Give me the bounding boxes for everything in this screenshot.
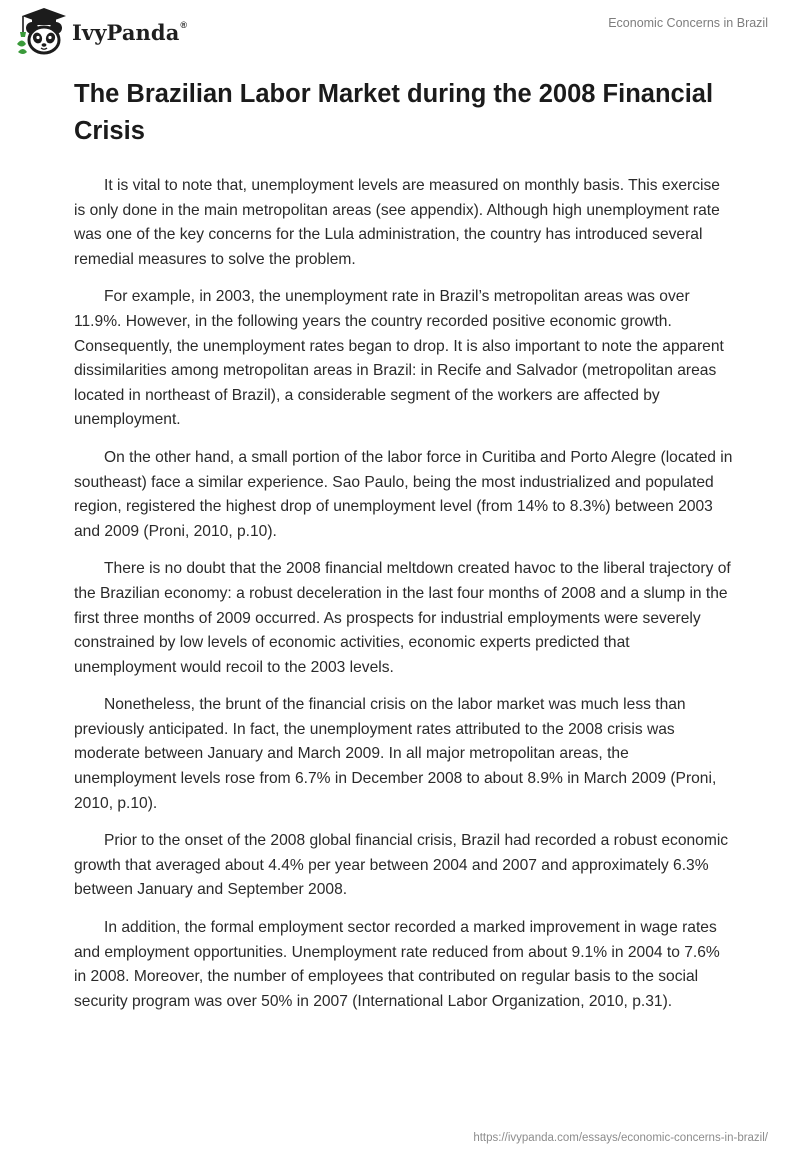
trademark-mark: ® bbox=[180, 19, 188, 30]
brand-name-text: IvyPanda bbox=[72, 19, 180, 45]
brand-name bbox=[72, 20, 187, 45]
paragraph: Nonetheless, the brunt of the financial crisis on the labor market was much less than previously anticipated. In fact, the unemployment rates attributed to the 2008 crisis was moderate between January and March 2009. In all major metropolitan areas, the unemployment levels rose from 6.7% in December 2008 to about 8.9% in March 2009 (Proni, 2010, p.10). bbox=[74, 696, 717, 812]
paragraph: There is no doubt that the 2008 financial meltdown created havoc to the liberal trajectory of the Brazilian economy: a robust deceleration in the last four months of 2008 and a slump in the first three months of 2009 occurred. As prospects for industrial employments were severely constrained by low levels of economic activities, economic experts predicted that unemployment would recoil to the 2003 levels. bbox=[74, 560, 731, 676]
paragraph: For example, in 2003, the unemployment rate in Brazil’s metropolitan areas was over 11.9%. However, in the following years the country recorded positive economic growth. Consequently, the unemployment rates began to drop. It is also important to note the apparent dissimilarities among metropolitan areas in Brazil: in Recife and Salvador (metropolitan areas located in northeast of Brazil), a considerable segment of the workers are affected by unemployment. bbox=[74, 288, 724, 429]
page-header bbox=[0, 0, 800, 62]
article-body bbox=[74, 174, 734, 1014]
paragraph: Prior to the onset of the 2008 global financial crisis, Brazil had recorded a robust economic growth that averaged about 4.4% per year between 2004 and 2007 and approximately 6.3% between January and September 2008. bbox=[74, 832, 729, 899]
source-url-link[interactable]: https://ivypanda.com/essays/economic-concerns-in-brazil/ bbox=[473, 1132, 768, 1144]
paragraph: On the other hand, a small portion of the labor force in Curitiba and Porto Alegre (located in southeast) face a similar experience. Sao Paulo, being the most industrialized and populated region, registered the highest drop of unemployment level (from 14% to 8.3%) between 2003 and 2009 (Proni, 2010, p.10). bbox=[74, 448, 733, 540]
document-topic: Economic Concerns in Brazil bbox=[608, 16, 768, 30]
paragraph: It is vital to note that, unemployment levels are measured on monthly basis. This exercise is only done in the main metropolitan areas (see appendix). Although high unemployment rate was one of the key concerns for the Lula administration, the country has introduced several remedial measures to solve the problem. bbox=[74, 177, 720, 268]
ivypanda-logo[interactable] bbox=[14, 6, 187, 56]
paragraph: In addition, the formal employment sector recorded a marked improvement in wage rates and employment opportunities. Unemployment rate reduced from about 9.1% in 2004 to 7.6% in 2008. Moreover, the number of employees that contributed on regular basis to the social security program was over 50% in 2007 (International Labor Organization, 2010, p.31). bbox=[74, 919, 720, 1010]
panda-graduation-cap-icon bbox=[14, 6, 66, 56]
article-title: The Brazilian Labor Market during the 2008 Financial Crisis bbox=[74, 80, 714, 145]
article bbox=[74, 76, 734, 1027]
